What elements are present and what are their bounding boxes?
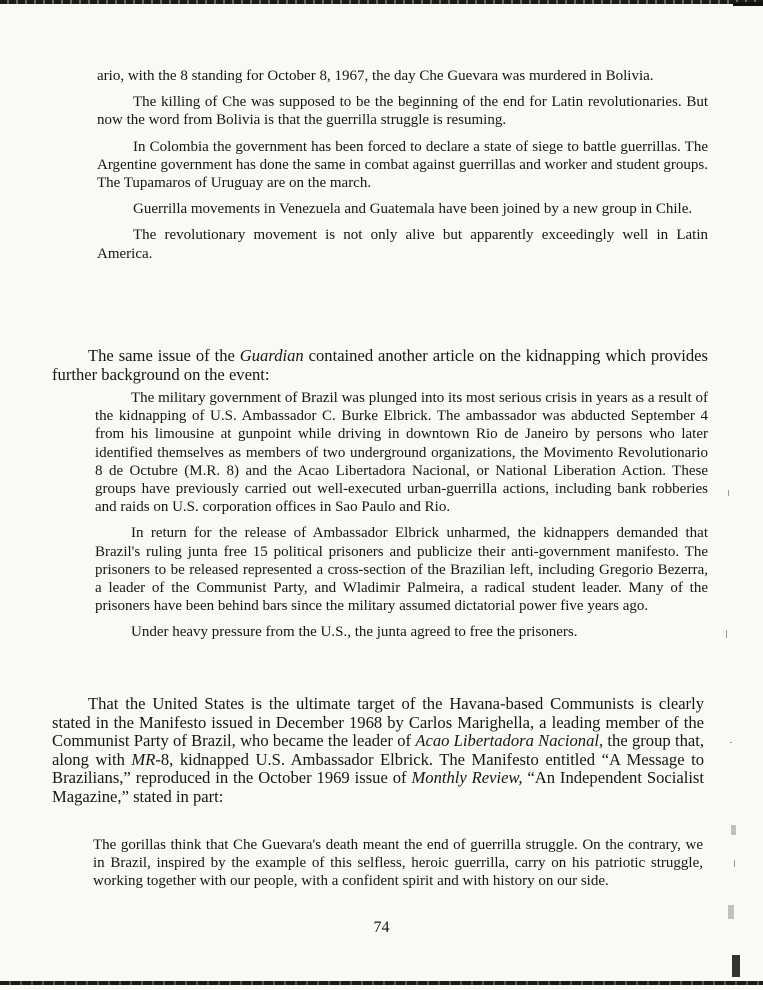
quote-paragraph: The gorillas think that Che Guevara's death meant the end of guerrilla struggle. On the contrary, we in Brazil, inspired by the example of this selfless, heroic guerrilla, carry on his patriotic struggle, working together with our people, with a confident spirit and with history on our side.: [93, 837, 703, 890]
body-text: “An Independent Socialist Magazine,” stated in part:: [52, 768, 704, 806]
top-scan-rule: [0, 0, 763, 4]
quote-paragraph: ario, with the 8 standing for October 8, 1967, the day Che Guevara was murdered in Bolivia.: [97, 68, 654, 84]
body-text: -8, kidnapped U.S. Ambassador Elbrick. The Manifesto entitled “A Message to Brazilians,” reproduced in the October 1969 issue of: [52, 749, 705, 788]
block-quote-manifesto: [93, 836, 703, 899]
organization-name: Acao Libertadora Nacional,: [415, 731, 604, 751]
body-paragraph-manifesto-intro: [52, 695, 704, 807]
body-text: The same issue of the: [88, 346, 240, 365]
body-paragraph: [52, 695, 704, 807]
quote-paragraph: The killing of Che was supposed to be the beginning of the end for Latin revolutionaries. But now the word from Bolivia is that the guerrilla struggle is resuming.: [97, 94, 708, 129]
body-paragraph-guardian-intro: [52, 347, 708, 384]
block-quote-guardian-excerpt: [97, 67, 708, 271]
quote-paragraph: Guerrilla movements in Venezuela and Guatemala have been joined by a new group in Chile.: [133, 201, 693, 218]
quote-paragraph: The revolutionary movement is not only alive but apparently exceedingly well in Latin America.: [97, 227, 708, 262]
body-text: the group that, along with: [52, 731, 704, 769]
quote-paragraph: In return for the release of Ambassador Elbrick unharmed, the kidnappers demanded that Brazil's ruling junta free 15 political prisoners and publicize their anti-government manifesto. The prisoners to be released represented a cross-section of the Brazilian left, including Gregorio Bezerra, a leader of the Communist Party, and Wladimir Palmeira, a radical student leader. Many of the prisoners have been behind bars since the military assumed dictatorial power five years ago.: [95, 525, 708, 615]
quote-paragraph: In Colombia the government has been forced to declare a state of siege to battle guerrillas. The Argentine government has done the same in combat against guerrillas and worker and student groups. The Tupamaros of Uruguay are on the march.: [97, 138, 708, 192]
publication-title: Guardian: [239, 346, 304, 365]
page-number: 74: [373, 919, 390, 936]
quote-paragraph: Under heavy pressure from the U.S., the junta agreed to free the prisoners.: [131, 624, 578, 641]
organization-abbreviation: MR: [131, 749, 156, 769]
scan-margin-noise: [722, 480, 742, 980]
body-text: That the United States is the ultimate target of the Havana-based Communists is clearly stated in the Manifesto issued in December 1968 by Carlos Marighella, a leading member of the Communist Party of Brazil, who became the leader of: [52, 694, 704, 751]
publication-title: Monthly Review,: [411, 768, 523, 788]
top-scan-rule-tail: [733, 2, 763, 6]
quote-paragraph: The military government of Brazil was plunged into its most serious crisis in years as a result of the kidnapping of U.S. Ambassador C. Burke Elbrick. The ambassador was abducted September 4 from his limousine at gunpoint while driving in downtown Rio de Janeiro by persons who later identified themselves as members of two underground organizations, the Movimento Revolutionario 8 de Octubre (M.R. 8) and the Acao Libertadora Nacional, or National Liberation Action. These groups have previously carried out well-executed urban-guerrilla actions, including bank robberies and raids on U.S. corporation offices in Sao Paulo and Rio.: [95, 390, 708, 516]
body-paragraph: [52, 347, 708, 384]
bottom-scan-rule: [0, 981, 763, 985]
body-text: contained another article on the kidnapping which provides further background on the event:: [52, 346, 708, 384]
block-quote-kidnapping-report: [95, 389, 708, 650]
